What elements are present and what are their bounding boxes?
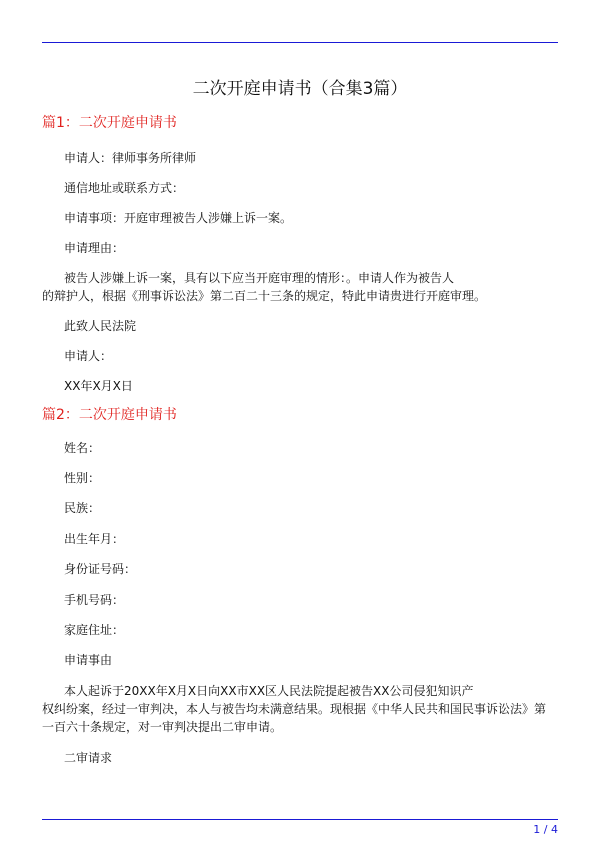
paragraph: 被告人涉嫌上诉一案，具有以下应当开庭审理的情形：。申请人作为被告人: [64, 271, 455, 285]
section-heading-1: 篇1：二次开庭申请书: [42, 115, 177, 131]
section-heading-2: 篇2：二次开庭申请书: [42, 407, 177, 423]
form-field-label: 姓名：: [64, 441, 101, 455]
form-field-label: 手机号码：: [64, 593, 125, 607]
paragraph: 此致人民法院: [64, 319, 137, 333]
paragraph-continuation: 的辩护人，根据《刑事诉讼法》第二百二十三条的规定，特此申请贵进行开庭审理。: [42, 289, 487, 303]
paragraph: 申请人：律师事务所律师: [64, 151, 197, 165]
paragraph: 二审请求: [64, 751, 113, 765]
paragraph: 申请理由：: [64, 241, 125, 255]
form-field-label: 家庭住址：: [64, 623, 125, 637]
form-field-label: 出生年月：: [64, 532, 125, 546]
form-field-label: 性别：: [64, 471, 101, 485]
form-field-label: 民族：: [64, 501, 101, 515]
paragraph: 申请事由: [64, 653, 113, 667]
header-rule: [42, 42, 558, 43]
paragraph: 申请事项：开庭审理被告人涉嫌上诉一案。: [64, 211, 293, 225]
paragraph: 通信地址或联系方式：: [64, 181, 185, 195]
paragraph: 本人起诉于20XX年X月X日向XX市XX区人民法院提起被告XX公司侵犯知识产: [64, 684, 474, 698]
date-line: XX年X月X日: [64, 379, 133, 393]
paragraph-continuation: 权纠纷案，经过一审判决，本人与被告均未满意结果。现根据《中华人民共和国民事诉讼法》第: [42, 702, 547, 716]
paragraph: 申请人：: [64, 349, 113, 363]
footer-rule: [42, 819, 558, 820]
paragraph-continuation: 一百六十条规定，对一审判决提出二审申请。: [42, 720, 283, 734]
page-indicator: 1 / 4: [533, 823, 558, 836]
document-title: 二次开庭申请书（合集3篇）: [192, 79, 408, 99]
form-field-label: 身份证号码：: [64, 562, 137, 576]
